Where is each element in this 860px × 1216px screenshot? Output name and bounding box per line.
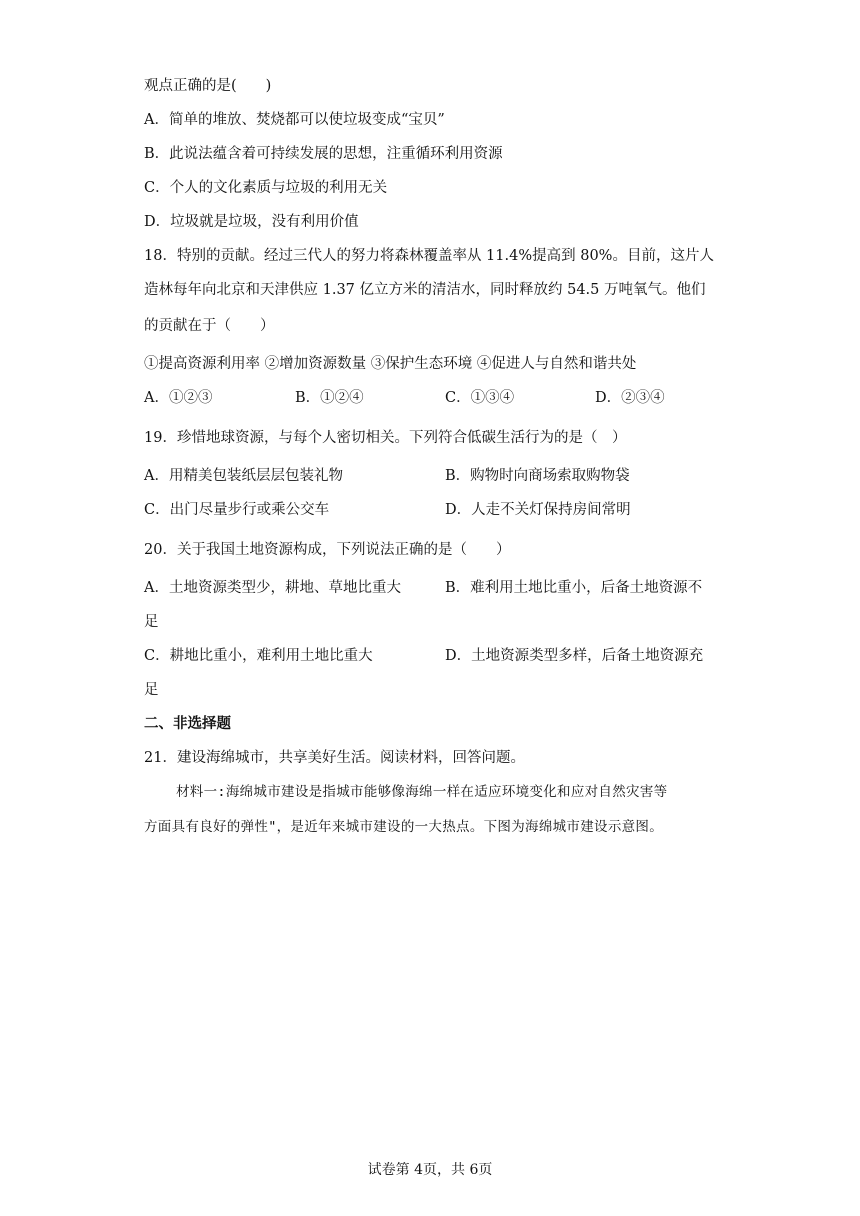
- q18-option-a: A．①②③: [144, 390, 213, 406]
- q20-option-a: A．土地资源类型少，耕地、草地比重大: [144, 580, 401, 596]
- q18-line-1: 18．特别的贡献。经过三代人的努力将森林覆盖率从 11.4%提高到 80%。目前，这片人: [144, 248, 714, 264]
- q17-option-c: C．个人的文化素质与垃圾的利用无关: [144, 180, 388, 196]
- q18-option-d: D．②③④: [595, 390, 665, 406]
- q20-option-d-wrap: 足: [144, 682, 159, 698]
- page-footer: 试卷第 4页，共 6页: [367, 1162, 493, 1178]
- q18-line-3: 的贡献在于（ ）: [144, 318, 275, 334]
- q19-option-b: B．购物时向商场索取购物袋: [445, 468, 630, 484]
- q18-choices: ①提高资源利用率 ②增加资源数量 ③保护生态环境 ④促进人与自然和谐共处: [144, 356, 637, 372]
- q21-stem: 21．建设海绵城市，共享美好生活。阅读材料，回答问题。: [144, 750, 525, 766]
- q19-option-d: D．人走不关灯保持房间常明: [445, 502, 631, 518]
- q18-option-b: B．①②④: [295, 390, 364, 406]
- section-heading: 二、非选择题: [144, 716, 231, 732]
- q17-option-b: B．此说法蕴含着可持续发展的思想，注重循环利用资源: [144, 146, 503, 162]
- q18-line-2: 造林每年向北京和天津供应 1.37 亿立方米的清洁水，同时释放约 54.5 万吨氧气。他们: [144, 282, 706, 298]
- q20-option-b-wrap: 足: [144, 614, 159, 630]
- q21-material-line-1: 材料一:海绵城市建设是指城市能够像海绵一样在适应环境变化和应对自然灾害等: [176, 784, 668, 800]
- q19-stem: 19．珍惜地球资源，与每个人密切相关。下列符合低碳生活行为的是（ ）: [144, 430, 627, 446]
- q17-option-d: D．垃圾就是垃圾，没有利用价值: [144, 214, 359, 230]
- q20-option-b: B．难利用土地比重小，后备土地资源不: [445, 580, 703, 596]
- q19-option-a: A．用精美包装纸层层包装礼物: [144, 468, 343, 484]
- q17-option-a: A．简单的堆放、焚烧都可以使垃圾变成“宝贝”: [144, 112, 445, 128]
- q20-stem: 20．关于我国土地资源构成，下列说法正确的是（ ）: [144, 542, 511, 558]
- q18-option-c: C．①③④: [445, 390, 515, 406]
- q21-material-line-2: 方面具有良好的弹性"，是近年来城市建设的一大热点。下图为海绵城市建设示意图。: [144, 819, 664, 835]
- q19-option-c: C．出门尽量步行或乘公交车: [144, 502, 330, 518]
- q20-option-d: D．土地资源类型多样，后备土地资源充: [445, 648, 704, 664]
- q20-option-c: C．耕地比重小，难利用土地比重大: [144, 648, 373, 664]
- q17-stem: 观点正确的是( ): [144, 78, 272, 94]
